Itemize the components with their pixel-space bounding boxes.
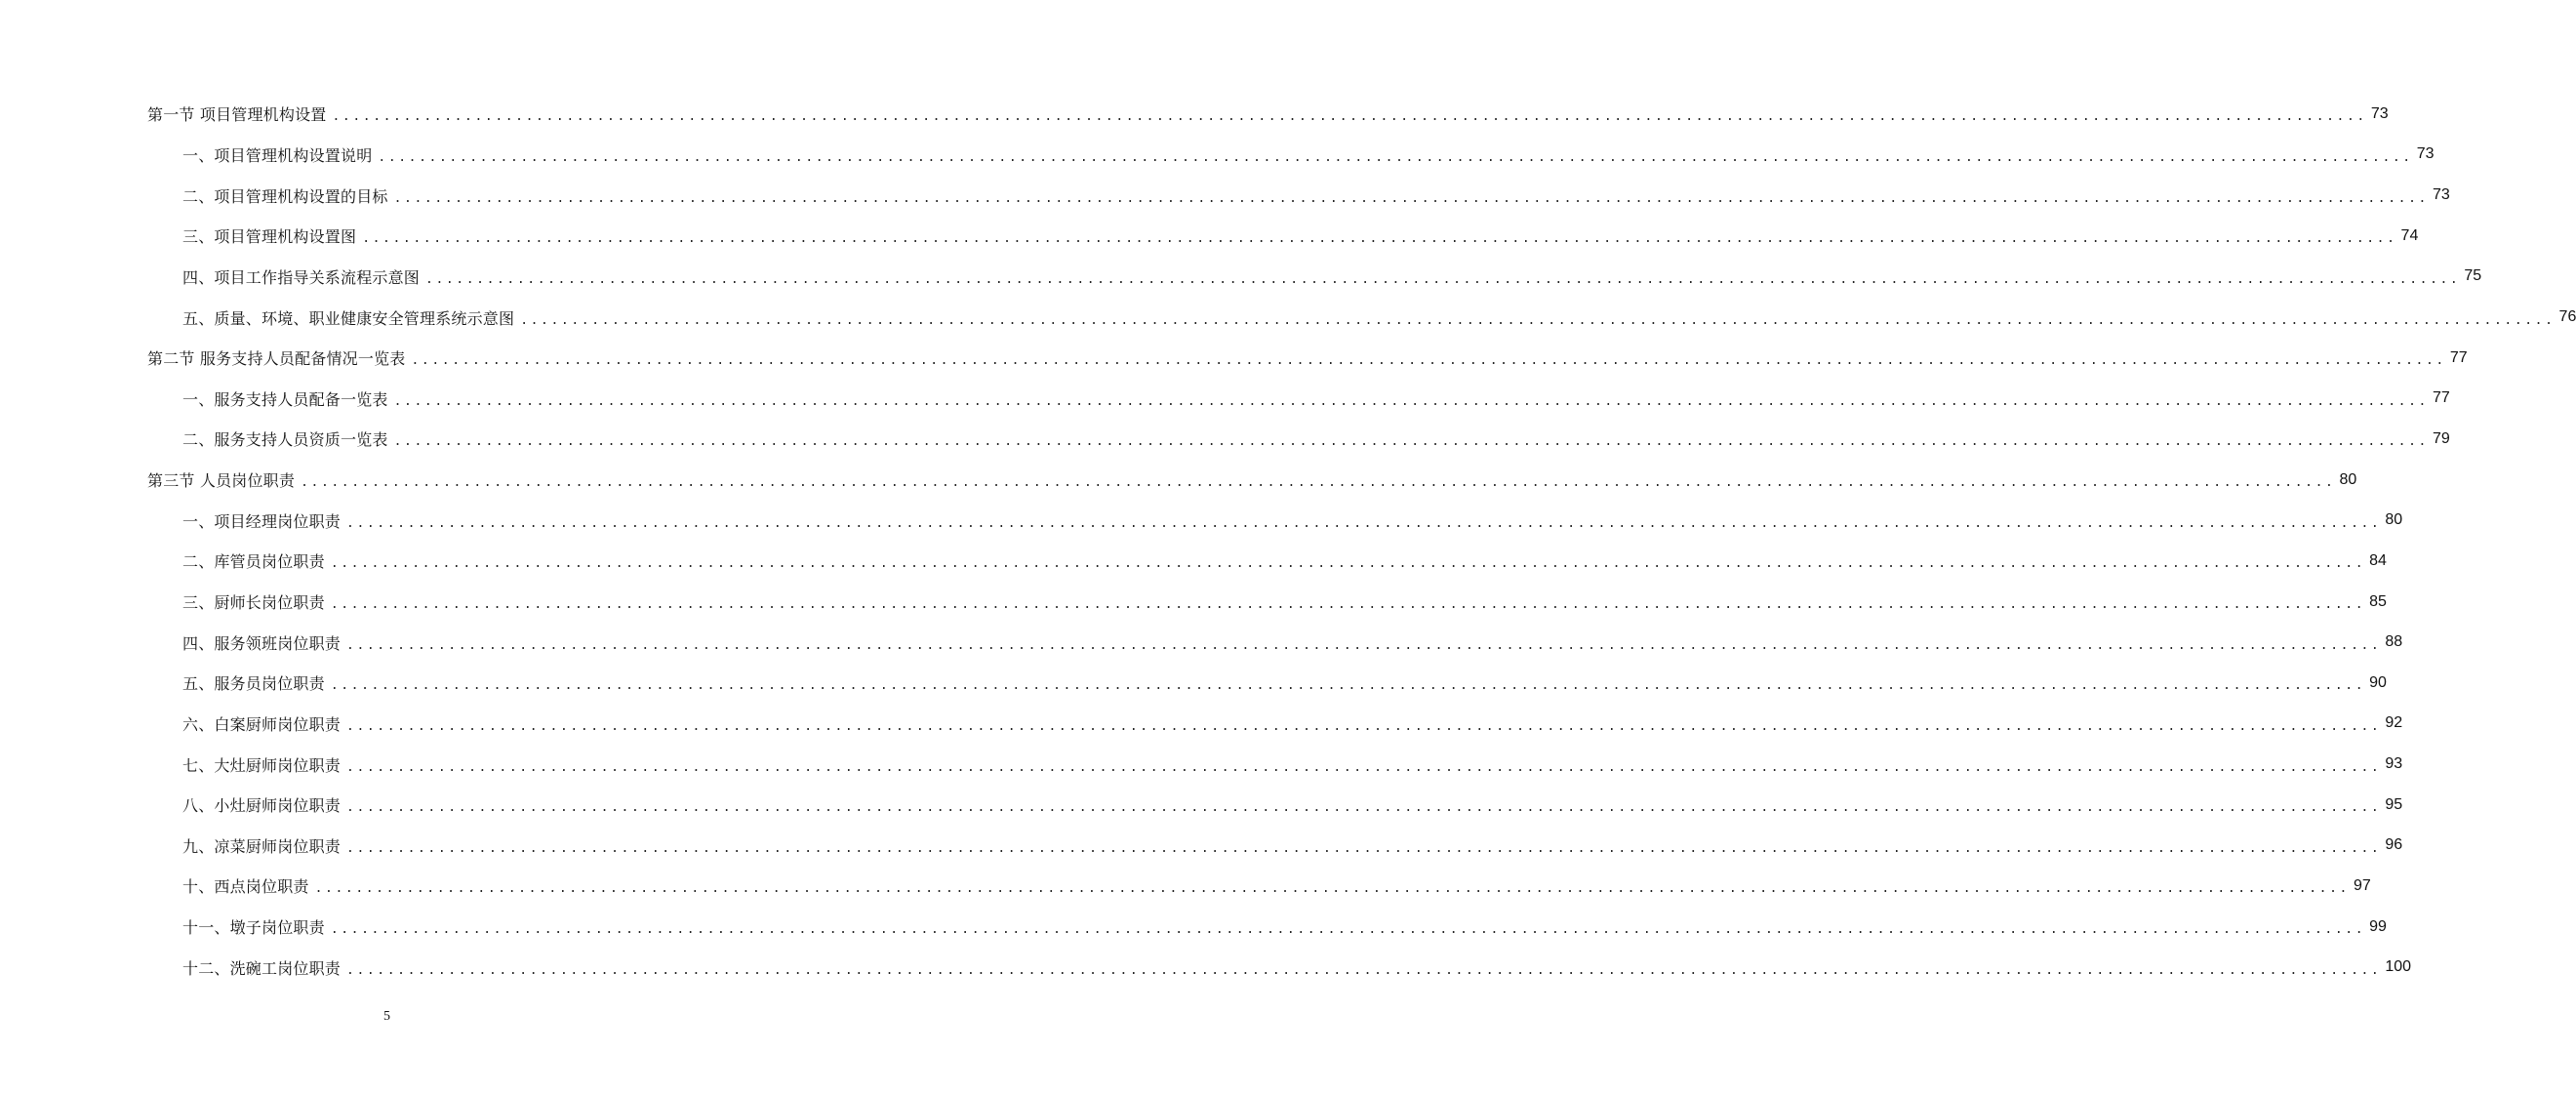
toc-subsection-entry[interactable] (0, 175, 2450, 216)
toc-dot-leader: ........................................................................................................................................................................................................ (362, 231, 2397, 247)
toc-entry-page: 84 (2369, 551, 2387, 569)
toc-section-entry[interactable] (0, 460, 2357, 501)
toc-entry-page: 79 (2432, 429, 2450, 447)
toc-dot-leader: ........................................................................................................................................................................................................ (425, 271, 2461, 287)
toc-entry-title: 四、服务领班岗位职责 (182, 633, 342, 653)
toc-dot-leader: ........................................................................................................................................................................................................ (346, 718, 2382, 734)
toc-entry-page: 73 (2416, 145, 2435, 163)
toc-entry-page: 73 (2432, 186, 2450, 204)
toc-entry-title: 三、厨师长岗位职责 (182, 593, 325, 612)
toc-entry-page: 74 (2400, 226, 2419, 244)
toc-entry-page: 75 (2464, 267, 2482, 285)
toc-dot-leader: ........................................................................................................................................................................................................ (393, 393, 2429, 409)
toc-dot-leader: ........................................................................................................................................................................................................ (330, 556, 2366, 572)
toc-dot-leader: ........................................................................................................................................................................................................ (346, 800, 2382, 816)
toc-entry-title: 三、项目管理机构设置图 (182, 227, 357, 247)
toc-subsection-entry[interactable] (0, 297, 2576, 338)
toc-subsection-entry[interactable] (0, 866, 2371, 907)
toc-entry-title: 十一、墩子岗位职责 (182, 918, 325, 938)
toc-subsection-entry[interactable] (0, 582, 2387, 623)
toc-dot-leader: ........................................................................................................................................................................................................ (330, 678, 2366, 694)
toc-entry-title: 一、项目管理机构设置说明 (182, 145, 373, 165)
toc-subsection-entry[interactable] (0, 541, 2387, 582)
toc-dot-leader: ........................................................................................................................................................................................................ (330, 922, 2366, 938)
toc-dot-leader: ........................................................................................................................................................................................................ (346, 962, 2382, 978)
toc-entry-title: 八、小灶厨师岗位职责 (182, 796, 342, 816)
toc-dot-leader: ........................................................................................................................................................................................................ (314, 881, 2350, 897)
toc-subsection-entry[interactable] (0, 622, 2403, 663)
toc-dot-leader: ........................................................................................................................................................................................................ (346, 515, 2382, 531)
toc-dot-leader: ........................................................................................................................................................................................................ (332, 109, 2367, 125)
toc-subsection-entry[interactable] (0, 704, 2403, 745)
toc-dot-leader: ........................................................................................................................................................................................................ (378, 149, 2413, 165)
toc-subsection-entry[interactable] (0, 257, 2482, 298)
toc-entry-title: 二、项目管理机构设置的目标 (182, 186, 388, 206)
toc-dot-leader: ........................................................................................................................................................................................................ (301, 475, 2336, 491)
toc-entry-page: 97 (2353, 876, 2371, 894)
toc-entry-page: 80 (2385, 511, 2403, 529)
toc-entry-page: 90 (2369, 673, 2387, 691)
toc-entry-page: 85 (2369, 592, 2387, 610)
toc-entry-title: 九、凉菜厨师岗位职责 (182, 836, 342, 856)
toc-section-entry[interactable] (0, 338, 2468, 379)
toc-entry-page: 80 (2339, 470, 2357, 488)
toc-entry-title: 第三节 人员岗位职责 (147, 471, 296, 491)
toc-subsection-entry[interactable] (0, 419, 2450, 460)
toc-subsection-entry[interactable] (0, 663, 2387, 704)
toc-dot-leader: ........................................................................................................................................................................................................ (520, 312, 2556, 328)
toc-entry-page: 88 (2385, 633, 2403, 651)
toc-entry-title: 十、西点岗位职责 (182, 877, 309, 897)
toc-section-entry[interactable] (0, 94, 2389, 135)
toc-subsection-entry[interactable] (0, 947, 2412, 988)
toc-entry-page: 92 (2385, 714, 2403, 732)
toc-subsection-entry[interactable] (0, 135, 2435, 176)
toc-entry-title: 第一节 项目管理机构设置 (147, 105, 327, 125)
toc-subsection-entry[interactable] (0, 378, 2450, 419)
toc-entry-title: 一、服务支持人员配备一览表 (182, 389, 388, 409)
toc-entry-title: 十二、洗碗工岗位职责 (182, 958, 342, 978)
toc-dot-leader: ........................................................................................................................................................................................................ (346, 759, 2382, 775)
toc-subsection-entry[interactable] (0, 907, 2387, 948)
toc-dot-leader: ........................................................................................................................................................................................................ (346, 637, 2382, 653)
toc-subsection-entry[interactable] (0, 216, 2419, 257)
toc-entry-title: 七、大灶厨师岗位职责 (182, 755, 342, 775)
toc-entry-page: 76 (2558, 308, 2576, 326)
toc-entry-page: 95 (2385, 795, 2403, 813)
toc-entry-title: 六、白案厨师岗位职责 (182, 714, 342, 734)
toc-dot-leader: ........................................................................................................................................................................................................ (393, 190, 2429, 206)
toc-entry-title: 一、项目经理岗位职责 (182, 511, 342, 531)
toc-dot-leader: ........................................................................................................................................................................................................ (330, 597, 2366, 612)
toc-subsection-entry[interactable] (0, 500, 2403, 541)
toc-entry-page: 100 (2385, 958, 2412, 976)
toc-entry-page: 73 (2370, 104, 2389, 122)
toc-subsection-entry[interactable] (0, 826, 2403, 867)
toc-dot-leader: ........................................................................................................................................................................................................ (393, 434, 2429, 450)
toc-entry-page: 77 (2449, 348, 2468, 366)
toc-entry-title: 二、服务支持人员资质一览表 (182, 430, 388, 450)
toc-entry-title: 五、服务员岗位职责 (182, 674, 325, 694)
toc-dot-leader: ........................................................................................................................................................................................................ (411, 353, 2446, 369)
toc-subsection-entry[interactable] (0, 744, 2403, 785)
toc-subsection-entry[interactable] (0, 785, 2403, 826)
toc-entry-page: 77 (2432, 389, 2450, 407)
toc-entry-page: 99 (2369, 917, 2387, 935)
toc-entry-page: 96 (2385, 836, 2403, 854)
toc-entry-title: 二、库管员岗位职责 (182, 552, 325, 572)
toc-entry-page: 93 (2385, 755, 2403, 773)
page-number: 5 (383, 1009, 390, 1024)
toc-entry-title: 五、质量、环境、职业健康安全管理系统示意图 (182, 308, 515, 328)
table-of-contents (0, 94, 2576, 988)
toc-entry-title: 四、项目工作指导关系流程示意图 (182, 267, 421, 287)
toc-dot-leader: ........................................................................................................................................................................................................ (346, 840, 2382, 856)
toc-entry-title: 第二节 服务支持人员配备情况一览表 (147, 349, 406, 369)
